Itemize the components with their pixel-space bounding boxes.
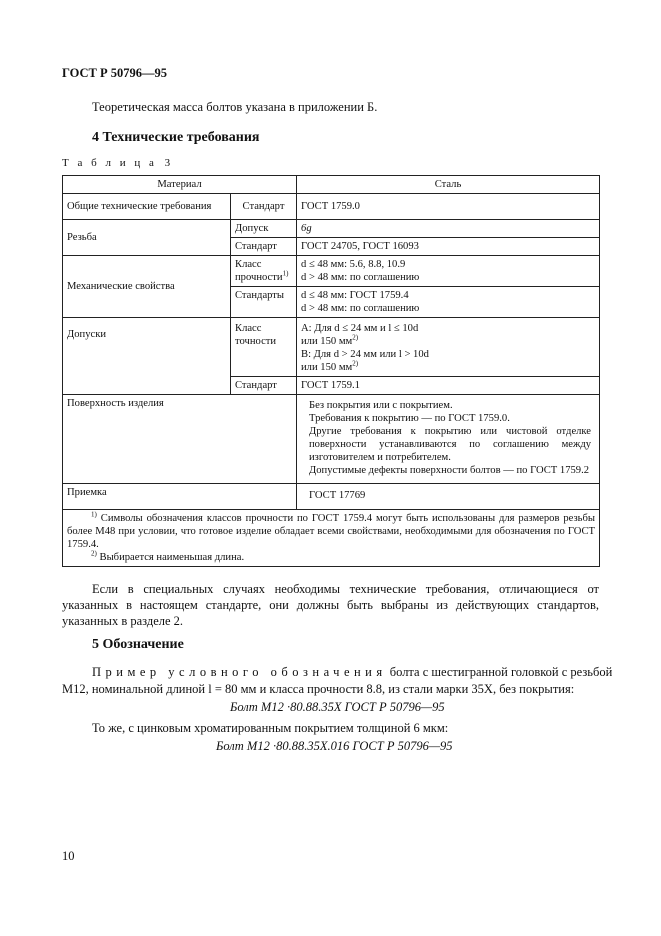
row-value-strength-class bbox=[297, 256, 600, 287]
example-line-1-rest: болта с шестигранной головкой с резьбой bbox=[386, 665, 613, 679]
footnote-2 bbox=[67, 551, 595, 564]
strength-value-line1: d ≤ 48 мм: 5.6, 8.8, 10.9 bbox=[301, 259, 406, 270]
designation-example-2: Болт М12 ·80.88.35Х.016 ГОСТ Р 50796—95 bbox=[216, 739, 453, 753]
intro-paragraph: Теоретическая масса болтов указана в приложении Б. bbox=[92, 100, 378, 114]
page-number: 10 bbox=[62, 849, 75, 863]
row-label-general: Общие технические требования bbox=[63, 194, 231, 220]
accuracy-class-line1: Класс bbox=[235, 323, 262, 334]
row-sub-tolerance: Допуск bbox=[231, 220, 297, 238]
row-value-tolerance-standard: ГОСТ 1759.1 bbox=[297, 377, 600, 395]
table-row bbox=[63, 395, 600, 484]
paragraph-after-table: Если в специальных случаях необходимы технические требования, отличающиеся от указанных в настоящем стандарте, они должны быть выбраны из действующих стандартов, указанных в разделе 2. bbox=[62, 582, 599, 628]
table-row bbox=[63, 220, 600, 238]
document-header: ГОСТ Р 50796—95 bbox=[62, 66, 168, 80]
strength-class-label: прочности bbox=[235, 272, 283, 283]
requirements-table bbox=[62, 175, 600, 567]
footnote-mark-2: 2) bbox=[352, 359, 359, 368]
strength-value-line2: d > 48 мм: по соглашению bbox=[301, 272, 420, 283]
row-value-general: ГОСТ 1759.0 bbox=[297, 194, 600, 220]
accuracy-value-line4-text: или 150 мм bbox=[301, 362, 353, 373]
row-sub-standard: Стандарт bbox=[231, 377, 297, 395]
surface-line4: Допустимые дефекты поверхности болтов — по ГОСТ 1759.2 bbox=[309, 465, 590, 476]
table-caption bbox=[62, 157, 170, 169]
row-value-acceptance: ГОСТ 17769 bbox=[297, 484, 600, 510]
accuracy-value-line2 bbox=[301, 335, 595, 348]
footnote-mark-2: 2) bbox=[352, 333, 359, 342]
row-sub-strength-class bbox=[231, 256, 297, 287]
strength-class-line1: Класс bbox=[235, 259, 262, 270]
strength-class-line2 bbox=[235, 271, 292, 284]
row-sub-standard: Стандарт bbox=[231, 194, 297, 220]
footnote-1-text: Символы обозначения классов прочности по ГОСТ 1759.4 могут быть использованы для размеров резьбы более М48 при условии, что готовое изделие обладает всеми свойствами, необходимыми для обозначения по ГОСТ 1759.4. bbox=[67, 513, 596, 550]
accuracy-value-line1: А: Для d ≤ 24 мм и l ≤ 10d bbox=[301, 323, 419, 334]
standards-value-line2: d > 48 мм: по соглашению bbox=[301, 303, 420, 314]
row-label-tolerances: Допуски bbox=[63, 318, 231, 395]
row-value-tolerance: 6g bbox=[297, 220, 600, 238]
table-row bbox=[63, 484, 600, 510]
surface-line2: Требования к покрытию — по ГОСТ 1759.0. bbox=[309, 413, 510, 424]
table-header-row bbox=[63, 176, 600, 194]
footnote-2-text: Выбирается наименьшая длина. bbox=[99, 552, 245, 563]
table-caption-label: Т а б л и ц а bbox=[62, 157, 157, 169]
table-row bbox=[63, 194, 600, 220]
row-label-thread: Резьба bbox=[63, 220, 231, 256]
example-line-1 bbox=[92, 664, 613, 680]
table-number: 3 bbox=[164, 157, 171, 169]
accuracy-value-line3: В: Для d > 24 мм или l > 10d bbox=[301, 349, 429, 360]
table-footnotes-row bbox=[63, 510, 600, 567]
accuracy-value-line4 bbox=[301, 361, 595, 374]
header-steel: Сталь bbox=[297, 176, 600, 194]
example-line-2: М12, номинальной длиной l = 80 мм и класса прочности 8.8, из стали марки 35Х, без покрытия: bbox=[62, 682, 575, 696]
footnote-2-mark: 2) bbox=[91, 549, 97, 558]
row-value-standards bbox=[297, 287, 600, 318]
table-footnotes bbox=[63, 510, 600, 567]
row-label-surface: Поверхность изделия bbox=[63, 395, 297, 484]
surface-line1: Без покрытия или с покрытием. bbox=[309, 400, 453, 411]
standards-value-line1: d ≤ 48 мм: ГОСТ 1759.4 bbox=[301, 290, 409, 301]
footnote-1-mark: 1) bbox=[91, 510, 97, 519]
accuracy-class-line2: точности bbox=[235, 336, 277, 347]
same-with-coating-text: То же, с цинковым хроматированным покрытием толщиной 6 мкм: bbox=[92, 721, 449, 735]
footnote-mark-1: 1) bbox=[282, 269, 289, 278]
row-label-acceptance: Приемка bbox=[63, 484, 297, 510]
header-material: Материал bbox=[63, 176, 297, 194]
accuracy-value-line2-text: или 150 мм bbox=[301, 336, 353, 347]
row-sub-standards: Стандарты bbox=[231, 287, 297, 318]
surface-line3: Другие требования к покрытию или чистовой отделке поверхности устанавливаются по соглашению между изготовителем и потребителем. bbox=[309, 426, 592, 463]
row-value-thread-standard: ГОСТ 24705, ГОСТ 16093 bbox=[297, 238, 600, 256]
table-row bbox=[63, 318, 600, 377]
section-4-title: 4 Технические требования bbox=[92, 130, 260, 145]
row-sub-accuracy-class bbox=[231, 318, 297, 377]
row-sub-standard: Стандарт bbox=[231, 238, 297, 256]
table-row bbox=[63, 256, 600, 287]
row-value-surface bbox=[297, 395, 600, 484]
example-label: Пример условного обозначения bbox=[92, 665, 387, 679]
row-label-mechanical: Механические свойства bbox=[63, 256, 231, 318]
row-value-accuracy-class bbox=[297, 318, 600, 377]
section-5-title: 5 Обозначение bbox=[92, 637, 184, 652]
footnote-1 bbox=[67, 512, 595, 551]
designation-example-1: Болт М12 ·80.88.35Х ГОСТ Р 50796—95 bbox=[230, 700, 445, 714]
